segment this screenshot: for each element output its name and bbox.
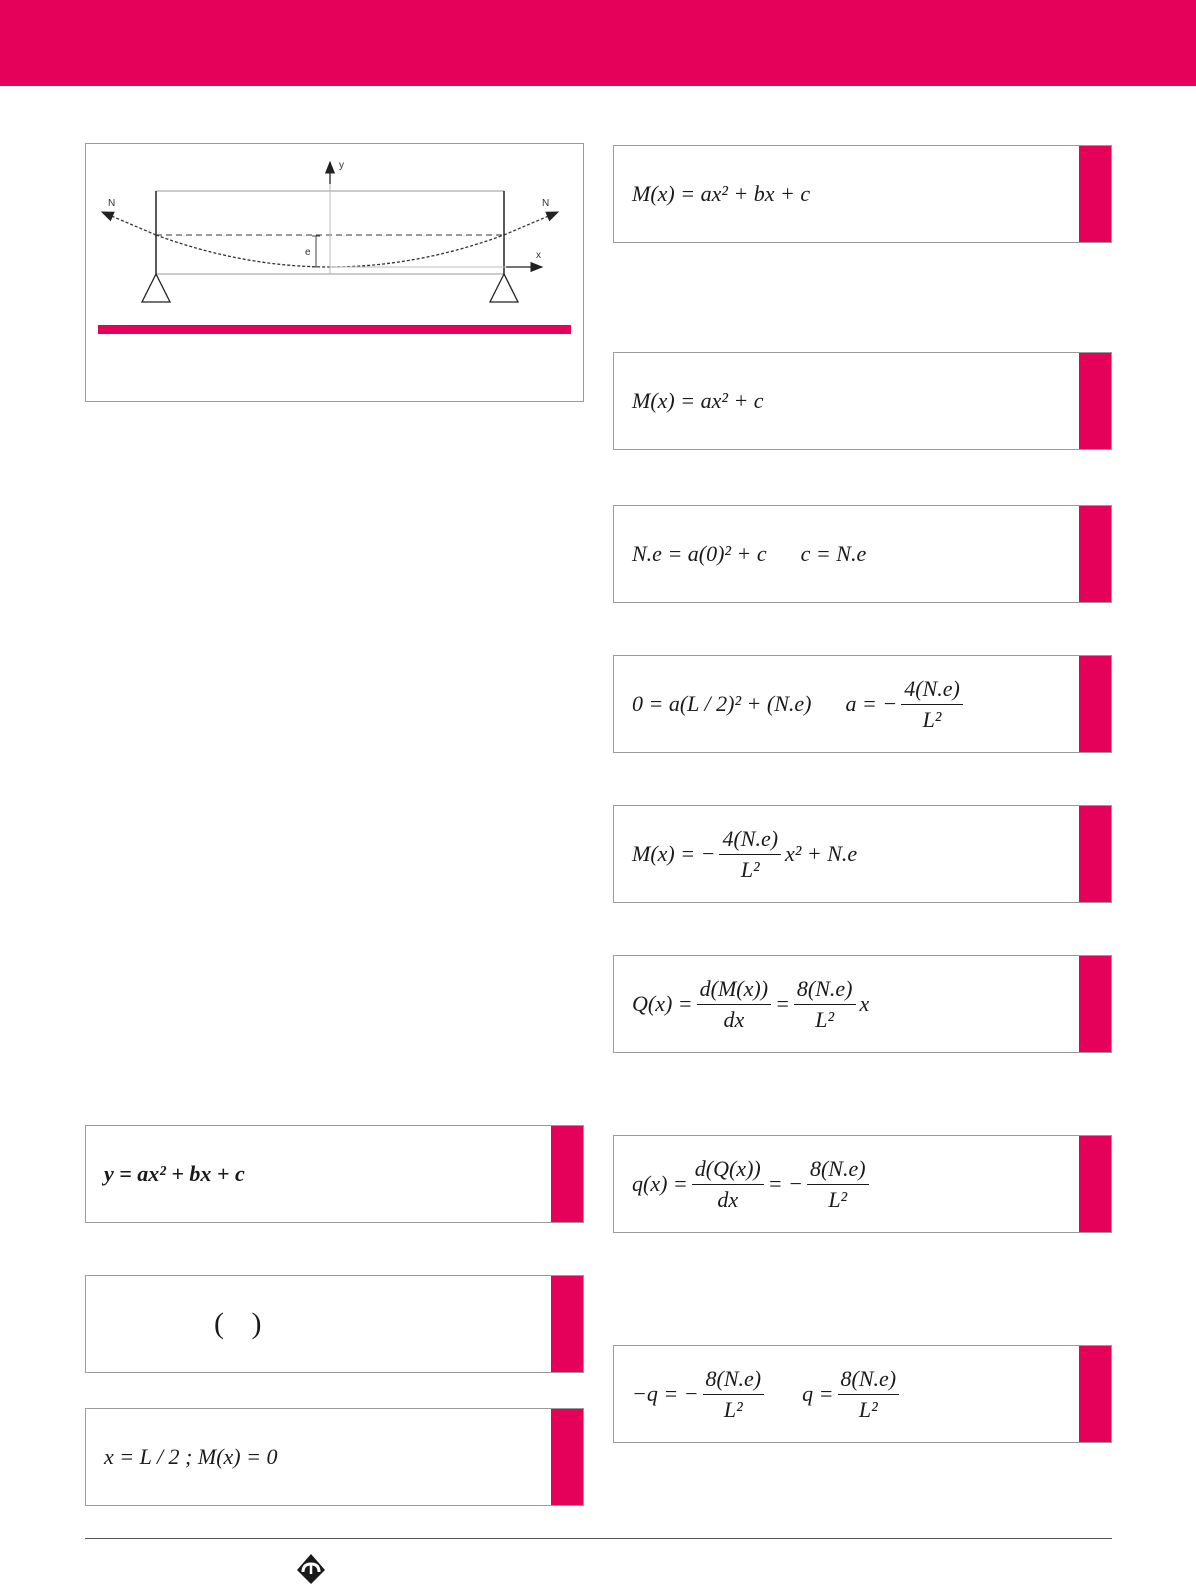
fraction-denominator: L²	[922, 706, 942, 732]
equation-q-lhs: q =	[802, 1381, 834, 1406]
equation-equals: =	[775, 991, 790, 1016]
equation-a-substitution: 0 = a(L / 2)² + (N.e)	[632, 691, 812, 716]
label-N-right: N	[542, 198, 550, 209]
fraction-denominator: L²	[740, 856, 760, 882]
equation-c-substitution: N.e = a(0)² + c	[632, 541, 767, 566]
equation-neg-q-lhs: −q = −	[632, 1381, 699, 1406]
fraction-numerator: 8(N.e)	[838, 1366, 900, 1394]
fraction-numerator: 4(N.e)	[719, 826, 781, 854]
equation-constant-c	[632, 506, 866, 602]
equation-moment-rhs: x² + N.e	[785, 841, 858, 866]
box-accent-tab	[1079, 506, 1111, 602]
fraction-moment	[719, 826, 781, 882]
fraction-load	[807, 1156, 869, 1212]
fraction-denominator: dx	[717, 1186, 739, 1212]
equation-equivalent-load	[632, 1346, 903, 1442]
footer-rule	[85, 1538, 1112, 1539]
equation-equals-minus: = −	[767, 1171, 803, 1196]
equation-shear	[632, 956, 869, 1052]
beam-figure	[85, 143, 584, 402]
box-accent-tab	[551, 1276, 583, 1372]
equation-box-coefficient-a	[613, 655, 1112, 753]
label-y-axis: y	[339, 160, 344, 171]
equation-boundary-condition: x = L / 2 ; M(x) = 0	[104, 1444, 278, 1469]
fraction-denominator: L²	[858, 1396, 878, 1422]
fraction-q	[838, 1366, 900, 1422]
publisher-logo-icon	[293, 1550, 329, 1591]
equation-coefficient-a	[632, 656, 967, 752]
fraction-derivative-shear	[692, 1156, 764, 1212]
equation-box-load	[613, 1135, 1112, 1233]
label-N-left: N	[108, 198, 116, 209]
fraction-derivative-moment	[697, 976, 771, 1032]
equation-moment-final	[632, 806, 857, 902]
equation-box-constant-c	[613, 505, 1112, 603]
fraction-numerator: 4(N.e)	[901, 676, 963, 704]
equation-box-boundary-condition	[85, 1408, 584, 1506]
equation-box-moment-general	[613, 145, 1112, 243]
box-accent-tab	[1079, 1136, 1111, 1232]
equation-box-note	[85, 1275, 584, 1373]
fraction-denominator: L²	[815, 1006, 835, 1032]
equation-a-lhs: a = −	[845, 691, 898, 716]
fraction-denominator: L²	[828, 1186, 848, 1212]
fraction-denominator: L²	[723, 1396, 743, 1422]
box-accent-tab	[1079, 806, 1111, 902]
equation-load	[632, 1136, 873, 1232]
box-accent-tab	[1079, 956, 1111, 1052]
box-accent-tab	[551, 1126, 583, 1222]
equation-box-shear	[613, 955, 1112, 1053]
left-support	[142, 274, 170, 302]
right-support	[490, 274, 518, 302]
fraction-a	[901, 676, 963, 732]
equation-box-equivalent-load	[613, 1345, 1112, 1443]
equation-general-parabola: y = ax² + bx + c	[104, 1161, 245, 1186]
equation-shear-rhs: x	[859, 991, 870, 1016]
equation-moment-lhs: M(x) = −	[632, 841, 716, 866]
box-accent-tab	[1079, 1346, 1111, 1442]
box-accent-tab	[1079, 146, 1111, 242]
equation-moment-general: M(x) = ax² + bx + c	[632, 181, 811, 206]
fraction-numerator: 8(N.e)	[703, 1366, 765, 1394]
box-accent-tab	[1079, 353, 1111, 449]
equation-parentheses: ( )	[214, 1307, 272, 1340]
fraction-numerator: d(M(x))	[697, 976, 771, 1004]
equation-box-general-parabola	[85, 1125, 584, 1223]
equation-box-moment-symmetric	[613, 352, 1112, 450]
force-arrow-right	[504, 212, 558, 235]
box-accent-tab	[1079, 656, 1111, 752]
equation-moment-symmetric: M(x) = ax² + c	[632, 388, 764, 413]
equation-box-moment-final	[613, 805, 1112, 903]
equation-load-lhs: q(x) =	[632, 1171, 688, 1196]
equation-shear-lhs: Q(x) =	[632, 991, 693, 1016]
fraction-shear	[794, 976, 856, 1032]
force-arrow-left	[102, 212, 156, 235]
label-eccentricity: e	[305, 247, 311, 258]
fraction-neg-q	[703, 1366, 765, 1422]
beam-diagram	[86, 144, 583, 401]
fraction-numerator: d(Q(x))	[692, 1156, 764, 1184]
figure-accent-bar	[98, 325, 571, 334]
equation-c-result: c = N.e	[800, 541, 867, 566]
label-x-axis: x	[536, 250, 541, 261]
fraction-numerator: 8(N.e)	[807, 1156, 869, 1184]
fraction-numerator: 8(N.e)	[794, 976, 856, 1004]
box-accent-tab	[551, 1409, 583, 1505]
top-banner	[0, 0, 1196, 86]
fraction-denominator: dx	[723, 1006, 745, 1032]
